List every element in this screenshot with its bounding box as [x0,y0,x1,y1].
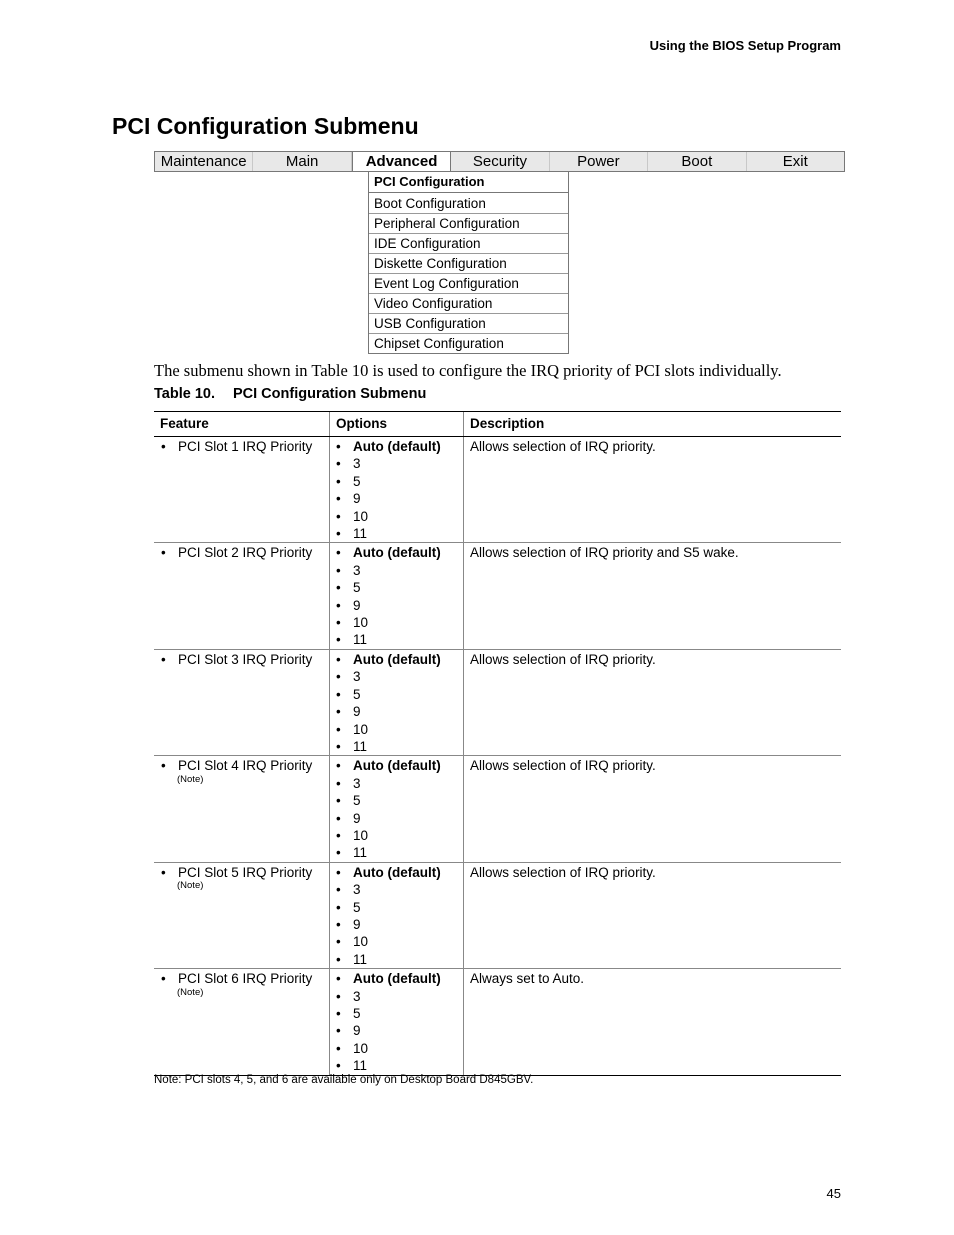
feature-cell [154,543,330,649]
feature-cell [154,862,330,968]
option-item [336,757,457,774]
option-item [336,631,457,648]
submenu-item-ide-configuration[interactable]: IDE Configuration [369,233,568,253]
option-label: 11 [353,1058,368,1074]
option-label: 5 [353,473,361,489]
option-label: 3 [353,562,361,578]
option-label: 5 [353,686,361,702]
bullet-icon: • [161,439,166,454]
bullet-icon: • [336,864,341,880]
feature-label: PCI Slot 1 IRQ Priority [178,439,313,454]
option-item [336,455,457,472]
menu-tab-power[interactable]: Power [550,152,648,171]
note-reference: (Note) [177,986,204,998]
option-item [336,490,457,507]
option-item [336,899,457,916]
description-cell: Always set to Auto. [464,969,842,1075]
table-row [154,649,841,755]
menu-tab-boot[interactable]: Boot [648,152,746,171]
option-label: 5 [353,580,361,596]
option-item [336,988,457,1005]
bullet-icon: • [336,1040,341,1056]
bullet-icon: • [336,738,341,754]
option-default-label: Auto (default) [353,864,441,880]
column-header-feature: Feature [154,412,330,437]
feature-item [160,438,323,455]
option-label: 3 [353,456,361,472]
feature-cell [154,437,330,543]
bullet-icon: • [336,775,341,791]
feature-cell [154,649,330,755]
table-note: Note: PCI slots 4, 5, and 6 are available only on Desktop Board D845GBV. [154,1074,534,1086]
feature-item [160,757,323,774]
column-header-options: Options [330,412,464,437]
feature-cell [154,969,330,1075]
option-label: 10 [353,1040,369,1056]
option-item [336,651,457,668]
bullet-icon: • [161,864,166,880]
option-item [336,686,457,703]
option-item [336,810,457,827]
option-item [336,438,457,455]
option-item [336,738,457,755]
options-cell [330,756,464,862]
bullet-icon: • [336,473,341,489]
table-caption-number: Table 10. [154,386,215,402]
bullet-icon: • [336,827,341,843]
bullet-icon: • [336,1006,341,1021]
option-label: 11 [353,738,368,754]
bullet-icon: • [336,882,341,898]
option-label: 10 [353,934,369,950]
bullet-icon: • [336,651,341,667]
table-caption-title: PCI Configuration Submenu [232,386,427,402]
feature-item [160,970,323,987]
bullet-icon: • [336,508,341,524]
bullet-icon: • [336,491,341,507]
option-item [336,1057,457,1074]
advanced-submenu [368,171,569,354]
bullet-icon: • [336,934,341,950]
submenu-item-chipset-configuration[interactable]: Chipset Configuration [369,333,568,353]
options-cell [330,543,464,649]
option-item [336,881,457,898]
options-cell [330,862,464,968]
description-cell: Allows selection of IRQ priority and S5 wake. [464,543,842,649]
option-item [336,473,457,490]
option-item [336,597,457,614]
option-label: 9 [353,704,361,720]
bullet-icon: • [336,704,341,720]
option-item [336,721,457,738]
bullet-icon: • [336,456,341,472]
option-default-label: Auto (default) [353,758,441,774]
option-item [336,703,457,720]
bullet-icon: • [336,1023,341,1039]
running-header: Using the BIOS Setup Program [649,38,841,53]
feature-item [160,864,323,881]
feature-cell [154,756,330,862]
table-row [154,862,841,968]
description-cell: Allows selection of IRQ priority. [464,756,842,862]
menu-tab-main[interactable]: Main [253,152,351,171]
option-item [336,525,457,542]
bullet-icon: • [161,545,166,561]
submenu-item-peripheral-configuration[interactable]: Peripheral Configuration [369,213,568,233]
bullet-icon: • [336,580,341,596]
option-label: 9 [353,491,361,507]
table-row [154,756,841,862]
option-item [336,544,457,561]
intro-paragraph: The submenu shown in Table 10 is used to configure the IRQ priority of PCI slots individually. [154,361,782,380]
table-row [154,969,841,1075]
note-reference: (Note) [177,880,204,892]
option-label: 3 [353,775,361,791]
option-item [336,562,457,579]
bullet-icon: • [336,971,341,987]
option-label: 11 [353,526,368,542]
table-row [154,437,841,543]
option-label: 9 [353,1023,361,1039]
option-item [336,970,457,987]
option-item [336,579,457,596]
menu-tab-exit[interactable]: Exit [782,153,808,170]
bullet-icon: • [336,439,341,454]
note-reference: (Note) [177,773,204,785]
option-label: 5 [353,1006,361,1021]
option-item [336,1005,457,1022]
submenu-item-usb-configuration[interactable]: USB Configuration [369,313,568,333]
option-default-label: Auto (default) [353,971,441,987]
option-item [336,864,457,881]
option-label: 5 [353,793,361,809]
feature-label: PCI Slot 4 IRQ Priority [178,758,313,774]
bullet-icon: • [336,1058,341,1074]
option-label: 9 [353,597,361,613]
submenu-list [369,194,568,353]
option-default-label: Auto (default) [353,651,441,667]
feature-item [160,651,323,668]
option-item [336,614,457,631]
option-label: 5 [353,899,361,915]
feature-label: PCI Slot 2 IRQ Priority [178,545,313,561]
bullet-icon: • [336,810,341,826]
option-default-label: Auto (default) [353,439,441,454]
bullet-icon: • [336,562,341,578]
bullet-icon: • [336,545,341,561]
option-item [336,775,457,792]
feature-item [160,544,323,561]
description-cell: Allows selection of IRQ priority. [464,649,842,755]
menu-tab-advanced[interactable]: Advanced [352,152,451,171]
option-label: 9 [353,810,361,826]
submenu-item-boot-configuration[interactable]: Boot Configuration [374,196,486,211]
submenu-item-diskette-configuration[interactable]: Diskette Configuration [369,253,568,273]
table-caption [154,386,426,402]
option-label: 11 [353,951,368,967]
description-cell: Allows selection of IRQ priority. [464,862,842,968]
bullet-icon: • [161,758,166,774]
feature-label: PCI Slot 3 IRQ Priority [178,651,313,667]
bullet-icon: • [336,686,341,702]
bullet-icon: • [336,793,341,809]
bullet-icon: • [336,721,341,737]
bullet-icon: • [161,971,166,987]
option-label: 10 [353,827,369,843]
options-cell [330,649,464,755]
options-cell [330,437,464,543]
bullet-icon: • [336,526,341,542]
option-item [336,916,457,933]
submenu-item-video-configuration[interactable]: Video Configuration [369,293,568,313]
option-label: 3 [353,988,361,1004]
pci-configuration-table [154,411,841,1076]
feature-label: PCI Slot 5 IRQ Priority [178,864,313,880]
bullet-icon: • [336,632,341,648]
description-cell: Allows selection of IRQ priority. [464,437,842,543]
bullet-icon: • [336,988,341,1004]
option-item [336,933,457,950]
option-label: 9 [353,916,361,932]
option-default-label: Auto (default) [353,545,441,561]
option-item [336,1040,457,1057]
option-label: 10 [353,721,369,737]
bullet-icon: • [336,597,341,613]
option-item [336,1022,457,1039]
option-label: 11 [353,632,368,648]
bullet-icon: • [336,916,341,932]
options-cell [330,969,464,1075]
table-body [154,437,841,1076]
submenu-item-pci-configuration[interactable]: PCI Configuration [369,171,568,193]
bullet-icon: • [336,758,341,774]
menu-tab-maintenance[interactable]: Maintenance [155,152,253,171]
submenu-item-event-log-configuration[interactable]: Event Log Configuration [369,273,568,293]
feature-label: PCI Slot 6 IRQ Priority [178,971,313,987]
option-label: 10 [353,615,369,631]
menu-tab-security[interactable]: Security [451,152,549,171]
bullet-icon: • [336,615,341,631]
option-label: 3 [353,669,361,685]
option-item [336,844,457,861]
option-item [336,508,457,525]
option-item [336,827,457,844]
option-label: 11 [353,845,368,861]
page-title: PCI Configuration Submenu [112,113,419,139]
bullet-icon: • [161,651,166,667]
option-item [336,668,457,685]
table-row [154,543,841,649]
bullet-icon: • [336,669,341,685]
page-number: 45 [826,1186,841,1201]
table-header-row [154,412,841,437]
bios-menu-bar [154,151,845,172]
bullet-icon: • [336,899,341,915]
option-item [336,792,457,809]
option-item [336,951,457,968]
bullet-icon: • [336,845,341,861]
option-label: 3 [353,882,361,898]
column-header-description: Description [464,412,842,437]
bullet-icon: • [336,951,341,967]
option-label: 10 [353,508,369,524]
